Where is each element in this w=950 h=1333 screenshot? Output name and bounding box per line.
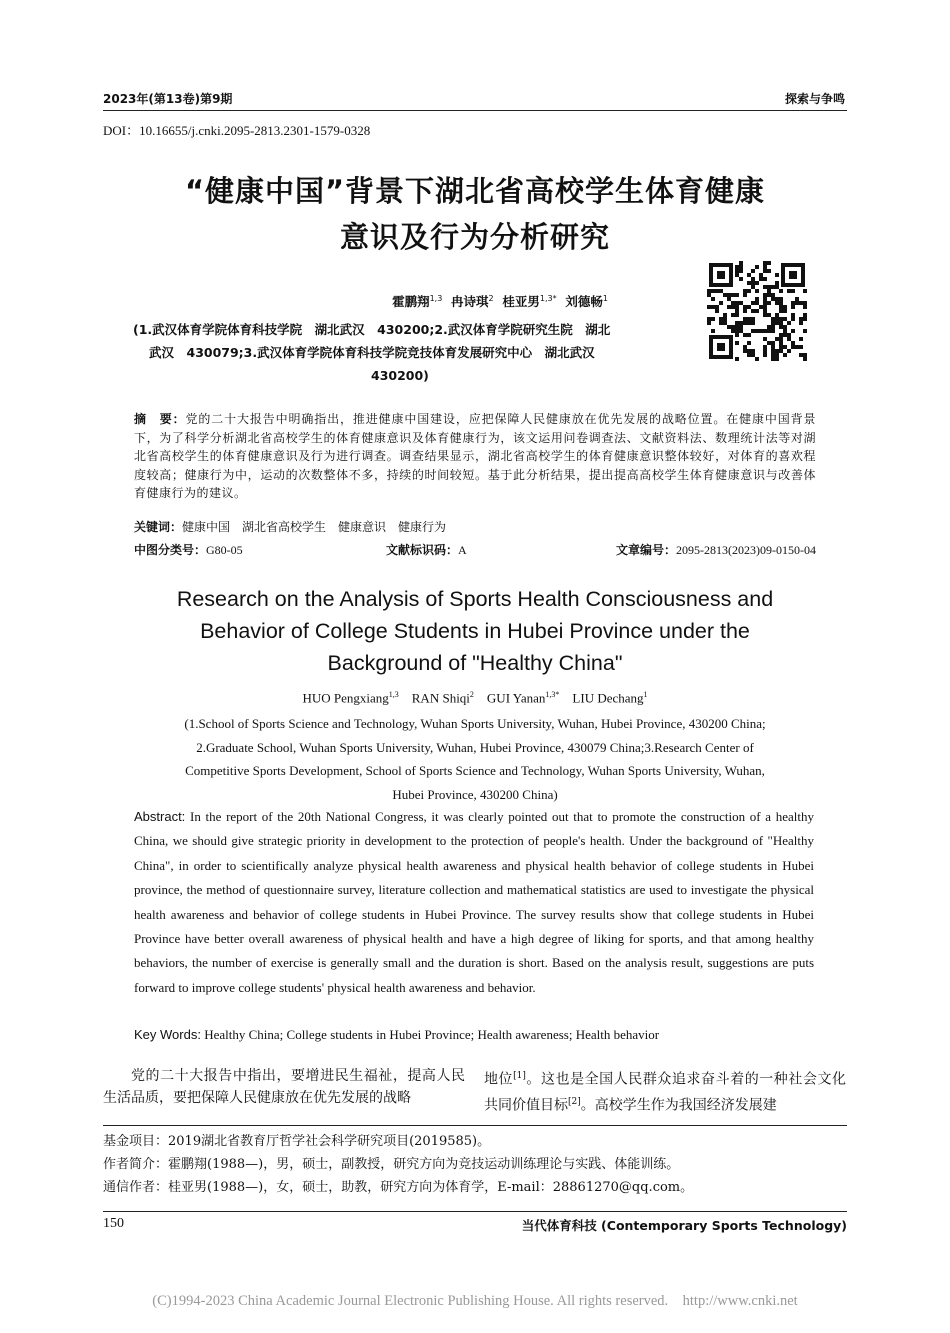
journal-name: 当代体育科技 (Contemporary Sports Technology)	[521, 1218, 847, 1233]
title-en-line: Behavior of College Students in Hubei Province under the	[200, 619, 750, 643]
qr-module	[763, 305, 767, 309]
qr-module	[727, 293, 731, 297]
affiliation-en-line: (1.School of Sports Science and Technology, Wuhan Sports University, Wuhan, Hubei Province, 430200 China;	[184, 716, 766, 731]
qr-module	[775, 285, 779, 289]
author-zh: 霍鹏翔	[392, 294, 430, 309]
qr-module	[771, 325, 775, 329]
title-zh-line: “健康中国”背景下湖北省高校学生体育健康	[184, 174, 766, 208]
qr-module	[767, 261, 771, 265]
qr-module	[767, 285, 771, 289]
qr-module	[751, 281, 755, 285]
qr-module	[735, 273, 739, 277]
title-zh	[103, 168, 847, 260]
abstract-en-text: In the report of the 20th National Congress, it was clearly pointed out that to promote the construction of a healthy China, we should give strategic priority in development to the protection of people's health. Under the background of "Healthy China", in order to scientifically analyze physical health awareness and physical health behavior of college students in Hubei province, the method of questionnaire survey, literature collection and mathematical statistics are used to investigate the physical health awareness and behavior of college students in Hubei Province. The survey results show that college students in Hubei Province have better overall awareness of physical health and have a high degree of liking for sports, and that among healthy behaviors, the number of exercise is generally small and the duration is short. Based on the analysis result, suggestions are puts forward to improve college students' physical health awareness and behavior.	[134, 809, 814, 995]
qr-module	[783, 345, 787, 349]
qr-module	[759, 305, 763, 309]
qr-module	[739, 301, 743, 305]
qr-module	[779, 337, 783, 341]
keywords-zh-label: 关键词：	[134, 520, 183, 534]
qr-module	[783, 317, 787, 321]
author-sup: 1	[602, 293, 608, 303]
qr-module	[803, 357, 807, 361]
qr-module	[787, 289, 791, 293]
clc-number	[134, 541, 243, 558]
qr-module	[723, 313, 727, 317]
qr-module	[743, 289, 747, 293]
qr-module	[763, 309, 767, 313]
qr-module	[771, 341, 775, 345]
qr-module	[775, 357, 779, 361]
qr-module	[767, 301, 771, 305]
qr-module	[779, 317, 783, 321]
qr-module	[763, 277, 767, 281]
qr-module	[767, 313, 771, 317]
author-sup: 1,3	[388, 690, 399, 699]
qr-module	[727, 305, 731, 309]
qr-module	[755, 289, 759, 293]
qr-module	[751, 317, 755, 321]
qr-module	[735, 329, 739, 333]
qr-module	[791, 289, 795, 293]
qr-module	[735, 341, 739, 345]
qr-module	[803, 317, 807, 321]
qr-module	[791, 301, 795, 305]
qr-module	[775, 281, 779, 285]
qr-module	[751, 285, 755, 289]
qr-module	[735, 309, 739, 313]
qr-module	[767, 269, 771, 273]
qr-module	[751, 353, 755, 357]
doi[interactable]: DOI：10.16655/j.cnki.2095-2813.2301-1579-0328	[103, 123, 371, 138]
qr-module	[751, 309, 755, 313]
qr-module	[763, 329, 767, 333]
title-zh-line: 意识及行为分析研究	[339, 220, 610, 254]
title-en-line: Background of "Healthy China"	[327, 651, 623, 675]
qr-module	[747, 353, 751, 357]
qr-module	[791, 345, 795, 349]
qr-module	[763, 313, 767, 317]
body-text: 。这也是全国人民群众追求奋斗着的一种社会文化共同价值目标	[484, 1071, 847, 1114]
author-en: GUI Yanan	[486, 690, 546, 706]
authors-zh	[300, 292, 700, 310]
affiliation-zh	[133, 318, 673, 387]
qr-module	[791, 341, 795, 345]
body-text: 。高校学生作为我国经济发展建	[580, 1097, 777, 1114]
qr-module	[803, 305, 807, 309]
clc-label: 中图分类号：	[134, 543, 207, 557]
authors-en	[103, 690, 847, 706]
footnote-fund: 基金项目：2019湖北省教育厅哲学社会科学研究项目(2019585)。	[103, 1134, 491, 1149]
qr-module	[715, 309, 719, 313]
footnote-correspondence: 通信作者：桂亚男(1988—)，女，硕士，助教，研究方向为体育学，E-mail：28861270@qq.com。	[103, 1180, 694, 1195]
qr-module	[743, 321, 747, 325]
qr-module	[799, 337, 803, 341]
qr-module	[731, 301, 735, 305]
qr-module	[779, 345, 783, 349]
affiliation-zh-line: (1.武汉体育学院体育科技学院 湖北武汉 430200;2.武汉体育学院研究生院 湖北	[133, 322, 611, 337]
footer-rule	[103, 1211, 847, 1212]
qr-module	[735, 325, 739, 329]
qr-module	[771, 317, 775, 321]
qr-module	[803, 301, 807, 305]
qr-module	[771, 353, 775, 357]
qr-module	[779, 301, 783, 305]
qr-module	[803, 353, 807, 357]
qr-module	[707, 293, 711, 297]
qr-module	[799, 321, 803, 325]
qr-module	[755, 357, 759, 361]
qr-module	[779, 309, 783, 313]
qr-module	[735, 357, 739, 361]
affiliation-zh-line: 430200)	[371, 368, 429, 383]
qr-module	[759, 273, 763, 277]
qr-module	[779, 297, 783, 301]
qr-module	[775, 321, 779, 325]
qr-module	[735, 333, 739, 337]
issue-info: 2023年(第13卷)第9期	[103, 92, 233, 106]
qr-module	[779, 349, 783, 353]
qr-module	[755, 309, 759, 313]
qr-module	[731, 313, 735, 317]
qr-module	[739, 321, 743, 325]
qr-module	[735, 305, 739, 309]
qr-module	[711, 297, 715, 301]
qr-module	[791, 305, 795, 309]
affiliation-en-line: 2.Graduate School, Wuhan Sports University, Wuhan, Hubei Province, 430079 China;3.Research Center of	[196, 739, 754, 755]
abstract-zh-label: 摘 要：	[134, 412, 186, 426]
page-number: 150	[103, 1216, 124, 1231]
qr-module	[799, 345, 803, 349]
author-en: HUO Pengxiang	[302, 690, 389, 706]
abstract-en	[134, 805, 814, 1000]
body-text-right	[484, 1065, 846, 1116]
qr-module	[763, 349, 767, 353]
qr-module	[715, 305, 719, 309]
qr-module	[735, 269, 739, 273]
qr-module	[739, 277, 743, 281]
doc-value: A	[458, 543, 467, 557]
qr-module	[775, 317, 779, 321]
qr-code-icon[interactable]	[707, 261, 807, 361]
qr-module	[751, 329, 755, 333]
qr-module	[719, 321, 723, 325]
title-en-line: Research on the Analysis of Sports Health Consciousness and	[176, 587, 774, 611]
qr-module	[731, 305, 735, 309]
qr-module	[803, 289, 807, 293]
qr-module	[707, 305, 711, 309]
keywords-en-text: Healthy China; College students in Hubei Province; Health awareness; Health behavior	[204, 1027, 660, 1042]
qr-module	[719, 317, 723, 321]
qr-module	[751, 269, 755, 273]
author-zh: 刘德畅	[565, 294, 603, 309]
article-number	[616, 541, 816, 558]
qr-module	[711, 289, 715, 293]
clc-value: G80-05	[206, 543, 243, 557]
qr-module	[799, 301, 803, 305]
article-label: 文章编号：	[616, 543, 677, 557]
author-sup: 1,3*	[539, 293, 557, 303]
qr-module	[775, 313, 779, 317]
qr-module	[755, 265, 759, 269]
copyright-watermark: (C)1994-2023 China Academic Journal Electronic Publishing House. All rights reserved. http://www.cnki.net	[152, 1293, 798, 1309]
qr-module	[763, 353, 767, 357]
qr-module	[803, 329, 807, 333]
qr-module	[779, 289, 783, 293]
qr-module	[719, 289, 723, 293]
qr-module	[751, 301, 755, 305]
qr-module	[751, 277, 755, 281]
qr-module	[747, 333, 751, 337]
qr-module	[775, 353, 779, 357]
keywords-en-label: Key Words:	[134, 1027, 201, 1042]
qr-module	[731, 329, 735, 333]
qr-module	[775, 301, 779, 305]
qr-module	[735, 265, 739, 269]
document-code	[386, 541, 467, 558]
qr-module	[791, 317, 795, 321]
qr-module	[743, 345, 747, 349]
qr-module	[707, 289, 711, 293]
body-text-left: 党的二十大报告中指出，要增进民生福祉，提高人民生活品质，要把保障人民健康放在优先发展的战略	[103, 1068, 465, 1106]
qr-module	[747, 341, 751, 345]
abstract-zh-text: 党的二十大报告中明确指出，推进健康中国建设，应把保障人民健康放在优先发展的战略位置。在健康中国背景下，为了科学分析湖北省高校学生的体育健康意识及体育健康行为，该文运用问卷调查法、文献资料法、数理统计法等对湖北省高校学生的体育健康意识及行为进行调查。调查结果显示，湖北省高校学生的体育健康意识整体较好，对体育的喜欢程度较高；健康行为中，运动的次数整体不多，持续的时间较短。基于此分析结果，提出提高高校学生体育健康意识与改善体育健康行为的建议。	[134, 412, 816, 500]
qr-module	[767, 341, 771, 345]
qr-module	[731, 293, 735, 297]
qr-module	[755, 281, 759, 285]
qr-module	[775, 337, 779, 341]
qr-module	[735, 293, 739, 297]
qr-module	[743, 317, 747, 321]
qr-module	[779, 333, 783, 337]
qr-module	[771, 329, 775, 333]
author-zh: 桂亚男	[502, 294, 540, 309]
qr-module	[763, 345, 767, 349]
qr-module	[771, 321, 775, 325]
doc-label: 文献标识码：	[386, 543, 459, 557]
footnote-rule	[103, 1125, 847, 1126]
qr-module	[751, 321, 755, 325]
qr-module	[755, 301, 759, 305]
qr-module	[763, 297, 767, 301]
qr-module	[767, 289, 771, 293]
qr-module	[771, 345, 775, 349]
qr-module	[795, 297, 799, 301]
qr-module	[799, 317, 803, 321]
qr-module	[783, 309, 787, 313]
qr-module	[751, 349, 755, 353]
article-value: 2095-2813(2023)09-0150-04	[676, 543, 816, 557]
qr-module	[803, 313, 807, 317]
qr-module	[747, 281, 751, 285]
qr-module	[747, 305, 751, 309]
footnotes	[103, 1130, 847, 1199]
qr-module	[759, 277, 763, 281]
author-en: RAN Shiqi	[411, 690, 470, 706]
footnote-bio: 作者简介：霍鹏翔(1988—)，男，硕士，副教授，研究方向为竞技运动训练理论与实践、体能训练。	[103, 1157, 680, 1172]
qr-module	[783, 333, 787, 337]
qr-module	[755, 297, 759, 301]
affiliation-en-line: Competitive Sports Development, School of Sports Science and Technology, Wuhan Sports University, Wuhan,	[185, 763, 765, 778]
qr-module	[747, 273, 751, 277]
qr-module	[727, 297, 731, 301]
qr-module	[763, 285, 767, 289]
author-sup: 2	[488, 293, 494, 303]
qr-module	[783, 305, 787, 309]
author-sup: 1,3	[429, 293, 443, 303]
qr-module	[747, 349, 751, 353]
qr-module	[783, 353, 787, 357]
qr-module	[799, 353, 803, 357]
qr-module	[771, 293, 775, 297]
affiliation-zh-line: 武汉 430079;3.武汉体育学院体育科技学院竞技体育发展研究中心 湖北武汉	[149, 345, 595, 360]
qr-module	[735, 321, 739, 325]
qr-module	[791, 329, 795, 333]
qr-module	[763, 265, 767, 269]
qr-module	[731, 325, 735, 329]
qr-module	[707, 317, 711, 321]
qr-module	[715, 289, 719, 293]
qr-module	[787, 333, 791, 337]
body-text: 地位	[484, 1071, 514, 1088]
author-sup: 2	[469, 690, 474, 699]
qr-module	[767, 325, 771, 329]
qr-module	[743, 349, 747, 353]
qr-module	[771, 285, 775, 289]
qr-module	[735, 301, 739, 305]
qr-module	[739, 269, 743, 273]
qr-module	[771, 297, 775, 301]
qr-module	[743, 293, 747, 297]
qr-module	[743, 309, 747, 313]
qr-module	[719, 301, 723, 305]
qr-module	[747, 289, 751, 293]
qr-module	[763, 261, 767, 265]
qr-module	[783, 325, 787, 329]
abstract-en-label: Abstract:	[134, 809, 186, 824]
keywords-zh-text: 健康中国 湖北省高校学生 健康意识 健康行为	[182, 520, 447, 534]
qr-module	[763, 337, 767, 341]
qr-module	[771, 349, 775, 353]
author-zh: 冉诗琪	[451, 294, 489, 309]
qr-module	[711, 305, 715, 309]
qr-module	[787, 337, 791, 341]
qr-module	[787, 349, 791, 353]
qr-module	[743, 305, 747, 309]
qr-code-graphic	[707, 261, 807, 361]
affiliation-en	[130, 712, 820, 806]
qr-module	[739, 329, 743, 333]
qr-module	[759, 329, 763, 333]
title-en	[103, 583, 847, 679]
qr-module	[779, 321, 783, 325]
qr-module	[747, 321, 751, 325]
qr-module	[775, 273, 779, 277]
qr-module	[763, 301, 767, 305]
qr-module	[795, 301, 799, 305]
qr-module	[739, 325, 743, 329]
qr-module	[735, 313, 739, 317]
qr-module	[707, 321, 711, 325]
qr-module	[739, 265, 743, 269]
qr-module	[739, 261, 743, 265]
header-rule	[103, 110, 847, 111]
qr-module	[783, 329, 787, 333]
qr-module	[711, 329, 715, 333]
keywords-zh	[134, 518, 816, 535]
qr-module	[723, 293, 727, 297]
qr-module	[747, 317, 751, 321]
qr-module	[795, 345, 799, 349]
qr-module	[779, 341, 783, 345]
qr-module	[711, 317, 715, 321]
column-name: 探索与争鸣	[784, 92, 845, 106]
qr-module	[771, 357, 775, 361]
qr-module	[779, 325, 783, 329]
author-en: LIU Dechang	[572, 690, 644, 706]
qr-module	[727, 325, 731, 329]
qr-module	[755, 329, 759, 333]
qr-module	[787, 321, 791, 325]
keywords-en	[134, 1027, 814, 1043]
affiliation-en-line: Hubei Province, 430200 China)	[392, 786, 558, 802]
qr-module	[763, 293, 767, 297]
qr-module	[723, 321, 727, 325]
qr-module	[763, 269, 767, 273]
author-sup: 1	[643, 690, 648, 699]
qr-module	[743, 333, 747, 337]
qr-module	[775, 349, 779, 353]
qr-module	[767, 293, 771, 297]
qr-module	[779, 305, 783, 309]
qr-module	[723, 317, 727, 321]
citation-link[interactable]: [1]	[513, 1071, 526, 1081]
qr-module	[775, 297, 779, 301]
abstract-zh	[134, 410, 816, 503]
qr-module	[791, 313, 795, 317]
citation-link[interactable]: [2]	[568, 1096, 581, 1107]
qr-module	[767, 329, 771, 333]
author-sup: 1,3*	[545, 690, 560, 699]
